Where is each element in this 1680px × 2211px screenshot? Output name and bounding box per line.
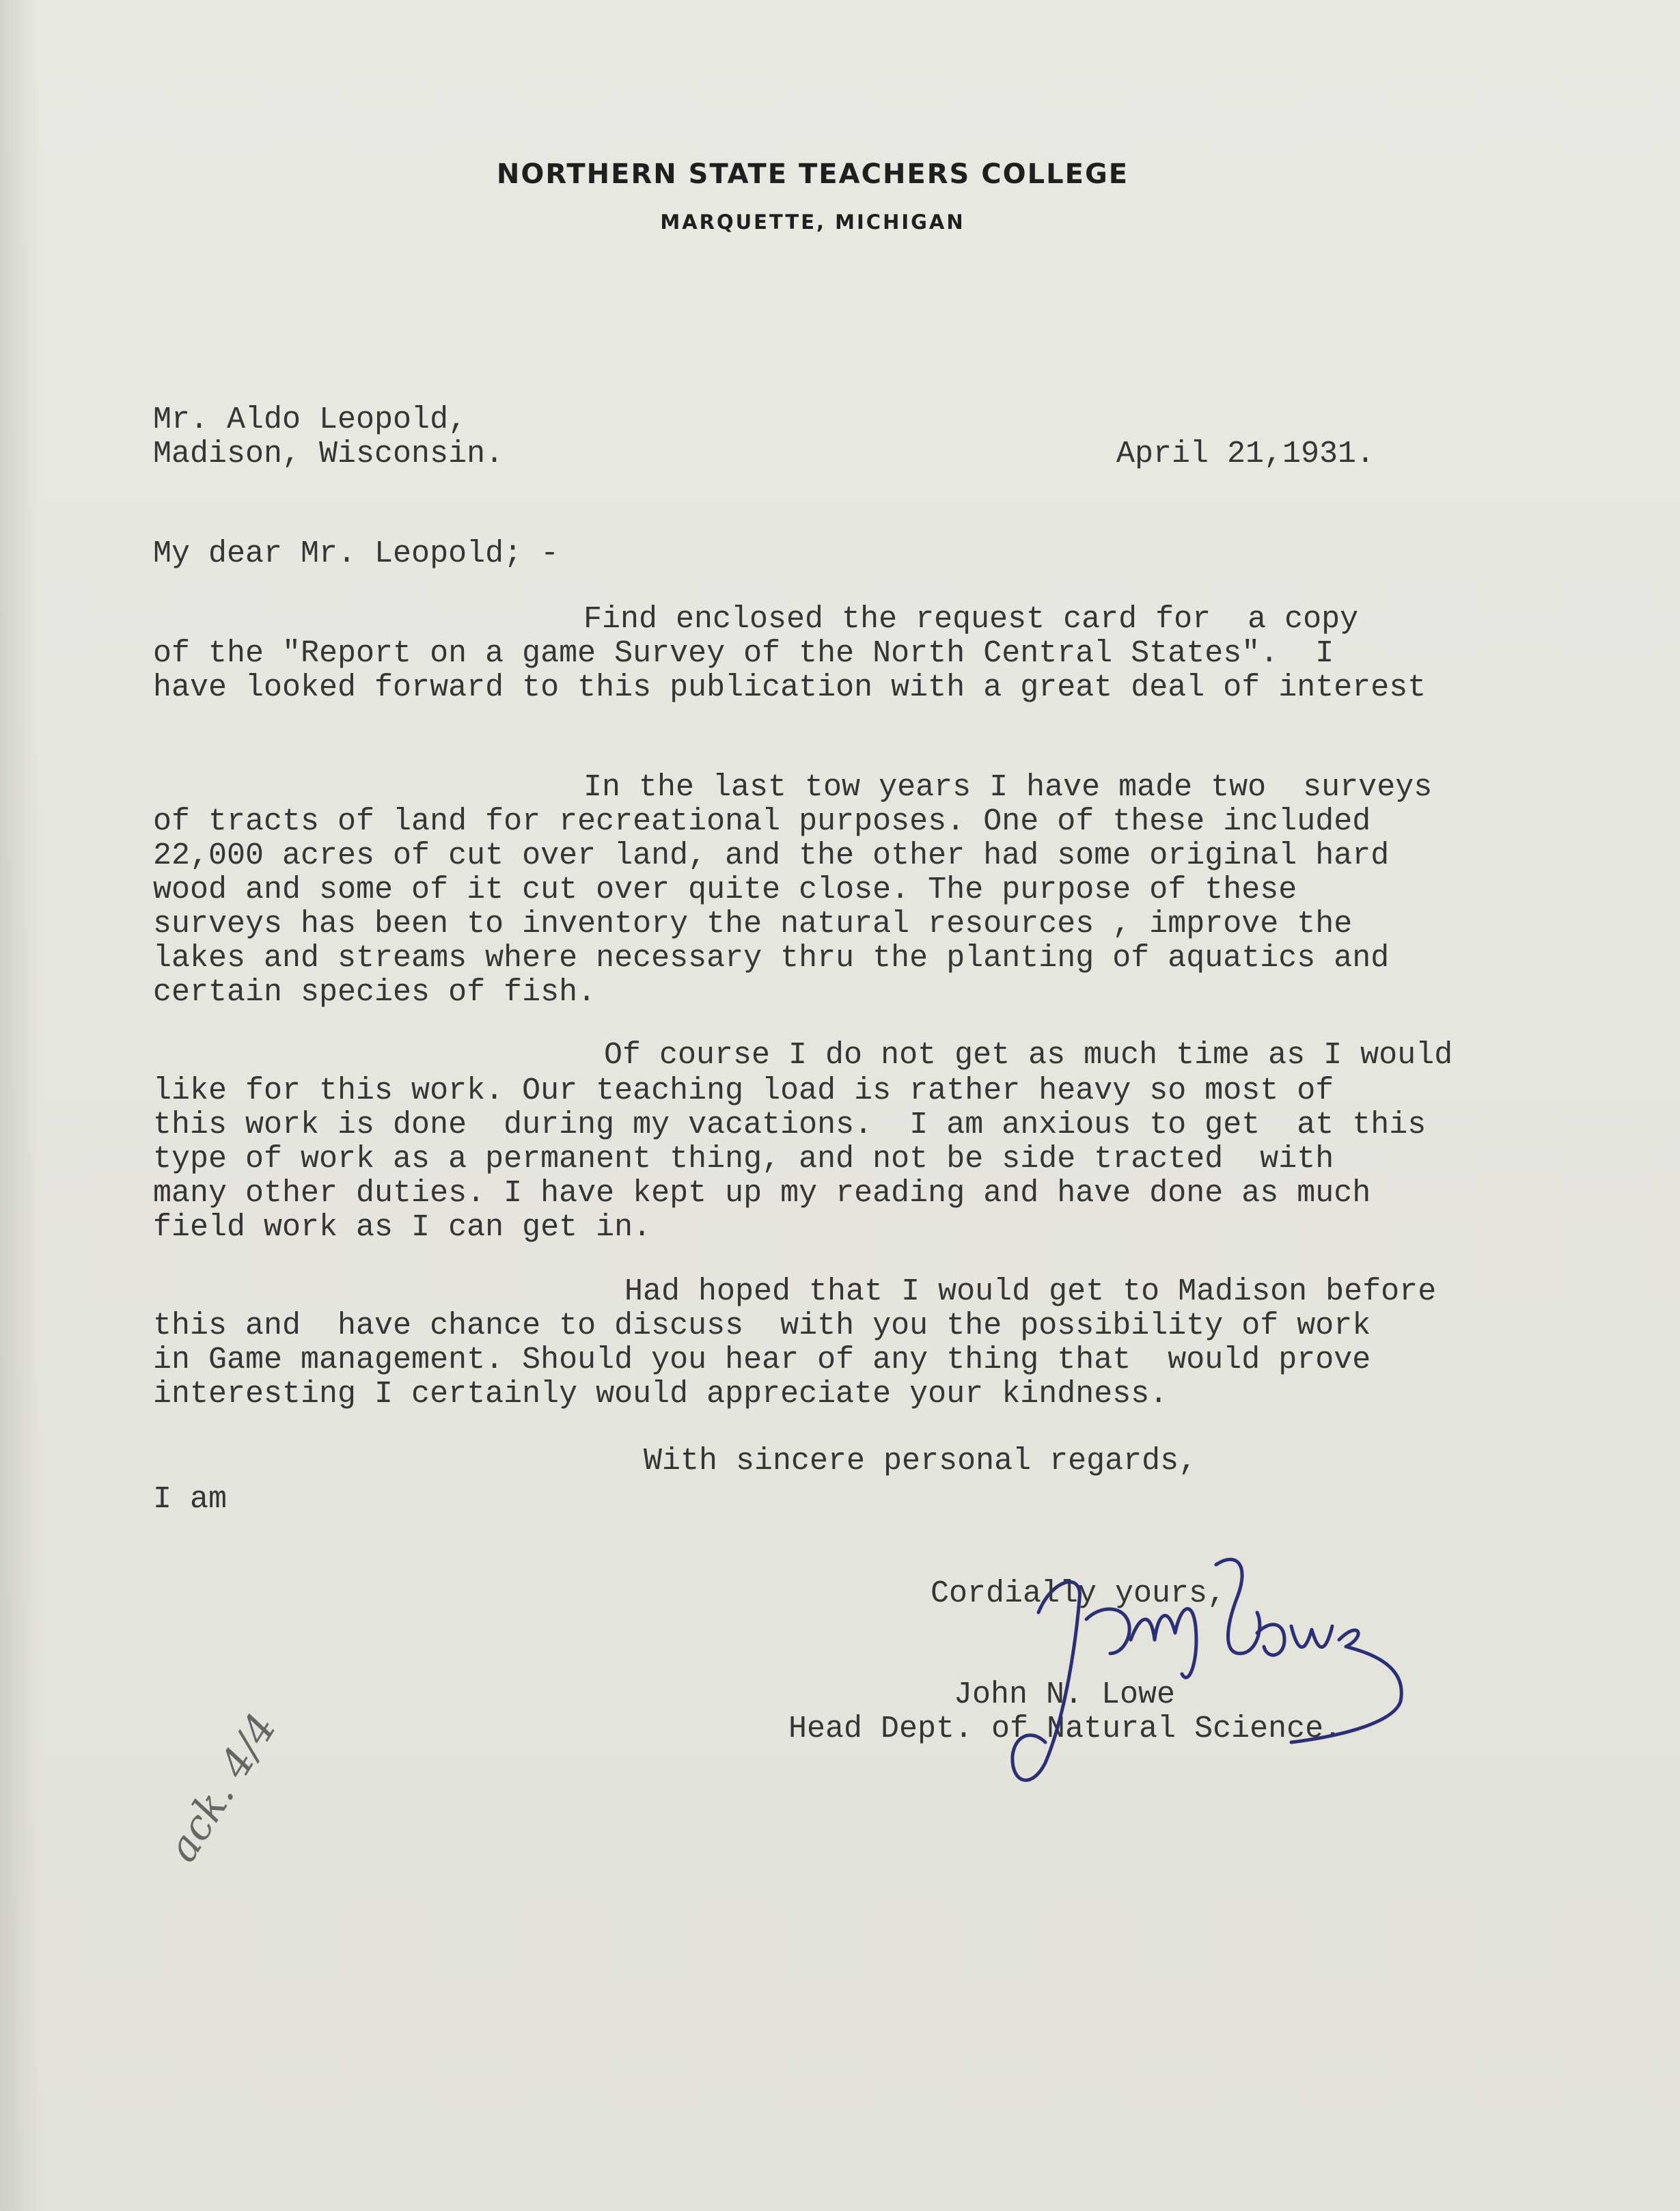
body-line: this and have chance to discuss with you the possibility of work (153, 1308, 1371, 1343)
signature-stroke (1216, 1559, 1260, 1653)
signer-title: Head Dept. of Natural Science. (788, 1712, 1342, 1746)
signature-stroke (1013, 1582, 1079, 1780)
signature-stroke (1257, 1625, 1284, 1656)
body-line: wood and some of it cut over quite close. The purpose of these (153, 873, 1297, 907)
body-line: Find enclosed the request card for a copy (583, 602, 1359, 637)
body-line: In the last tow years I have made two surveys (583, 770, 1433, 805)
body-line: of tracts of land for recreational purposes. One of these included (153, 804, 1371, 839)
body-line: have looked forward to this publication with a great deal of interest (153, 670, 1427, 705)
body-line: 22,000 acres of cut over land, and the other had some original hard (153, 838, 1390, 873)
pencil-annotation: ack. 4/4 (159, 1705, 286, 1871)
body-line: surveys has been to inventory the natural resources , improve the (153, 907, 1353, 942)
body-line: this work is done during my vacations. I am anxious to get at this (153, 1108, 1427, 1142)
body-line: in Game management. Should you hear of any thing that would prove (153, 1343, 1371, 1377)
body-line: of the "Report on a game Survey of the North Central States". I (153, 636, 1334, 671)
letter-date: April 21,1931. (1116, 437, 1375, 471)
salutation: My dear Mr. Leopold; - (153, 536, 560, 571)
body-line: Had hoped that I would get to Madison before (624, 1274, 1437, 1309)
signer-name: John N. Lowe (954, 1677, 1176, 1712)
closing-line: Cordially yours, (931, 1576, 1226, 1611)
page-edge-shadow (0, 0, 41, 2211)
body-line: lakes and streams where necessary thru the planting of aquatics and (153, 941, 1390, 976)
regards-line: With sincere personal regards, (644, 1444, 1198, 1479)
body-line: many other duties. I have kept up my reading and have done as much (153, 1176, 1371, 1211)
body-line: like for this work. Our teaching load is rather heavy so most of (153, 1073, 1334, 1108)
signature-stroke (1291, 1630, 1401, 1742)
signature-stroke (1291, 1626, 1332, 1647)
handwritten-signature (963, 1537, 1442, 1824)
letterhead-institution: NORTHERN STATE TEACHERS COLLEGE (496, 159, 1129, 190)
body-line: type of work as a permanent thing, and not be side tracted with (153, 1142, 1334, 1177)
body-line: field work as I can get in. (153, 1210, 652, 1245)
body-line: Of course I do not get as much time as I would (604, 1038, 1453, 1073)
signature-stroke (1086, 1609, 1129, 1653)
recipient-name: Mr. Aldo Leopold, (153, 402, 467, 437)
recipient-address: Madison, Wisconsin. (153, 437, 504, 471)
letterhead-location: MARQUETTE, MICHIGAN (660, 210, 965, 234)
signature-stroke (1131, 1609, 1196, 1678)
body-line: certain species of fish. (153, 975, 596, 1010)
body-line: interesting I certainly would appreciate your kindness. (153, 1377, 1168, 1412)
i-am-line: I am (153, 1482, 228, 1517)
